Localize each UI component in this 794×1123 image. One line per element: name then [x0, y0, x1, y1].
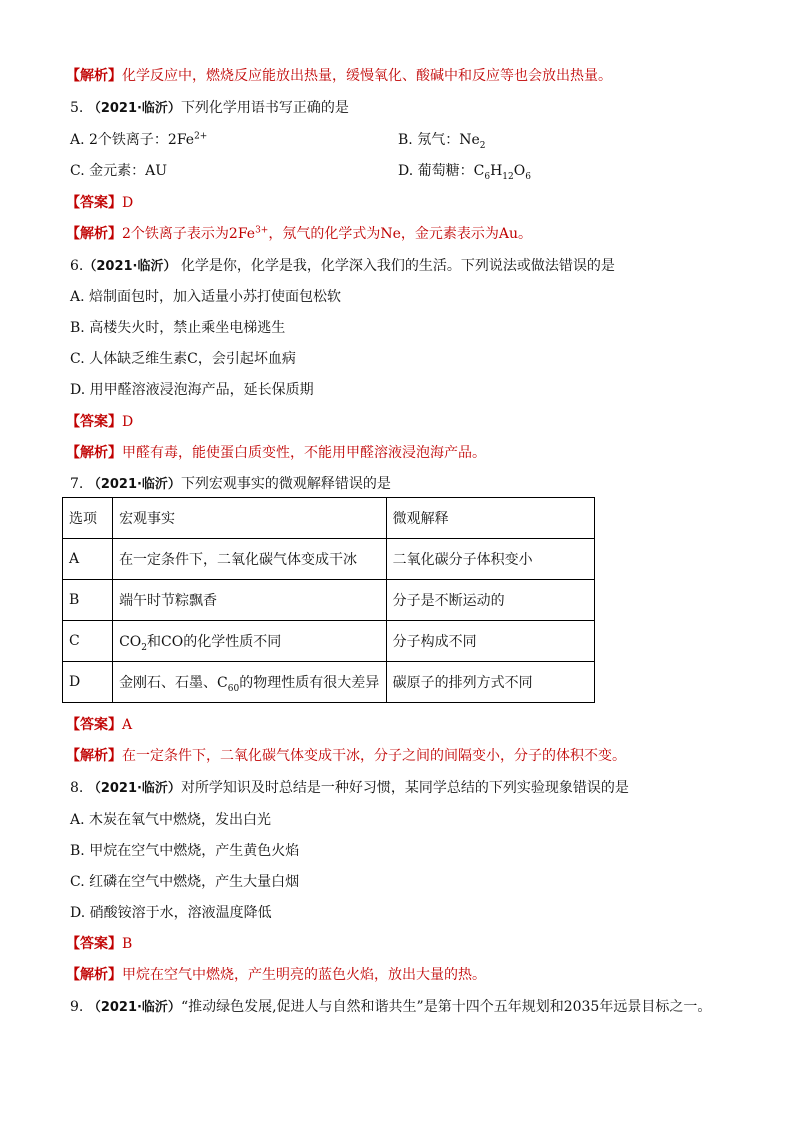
- q5-analysis: [66, 224, 532, 244]
- table-header-cell: 选项: [63, 498, 113, 539]
- analysis-label: 【解析】: [66, 68, 122, 84]
- answer-text: D: [122, 195, 134, 211]
- answer-text: A: [122, 717, 133, 733]
- table-cell-explain: 分子构成不同: [386, 621, 594, 662]
- q8-analysis: [66, 965, 486, 985]
- q6-stem: [70, 256, 615, 277]
- table-cell-fact: 在一定条件下，二氧化碳气体变成干冰: [113, 539, 387, 580]
- q7-stem: [70, 474, 391, 495]
- table-cell-option: B: [63, 580, 113, 621]
- question-source: （2021·临沂）: [87, 101, 181, 116]
- q8-option-d: D. 硝酸铵溶于水，溶液温度降低: [70, 905, 272, 921]
- q5-options-row1: [70, 130, 207, 150]
- analysis-text: 化学反应中，燃烧反应能放出热量，缓慢氧化、酸碱中和反应等也会放出热量。: [122, 68, 612, 84]
- q7-analysis: [66, 746, 626, 766]
- table-row: [63, 662, 595, 703]
- analysis-label: 【解析】: [66, 748, 122, 764]
- q8-option-b: B. 甲烷在空气中燃烧，产生黄色火焰: [70, 843, 300, 859]
- answer-text: D: [122, 414, 134, 430]
- table-header-cell: 微观解释: [386, 498, 594, 539]
- q7-answer: [66, 715, 132, 735]
- q5-option-d: D. 葡萄糖：$C_6H_{12}O_6$: [398, 163, 531, 182]
- q6-analysis: [66, 443, 486, 463]
- analysis-text: 2个铁离子表示为$2Fe^{3+}$，氖气的化学式为Ne，金元素表示为Au。: [122, 225, 533, 242]
- table-cell-option: C: [63, 621, 113, 662]
- table-cell-explain: 二氧化碳分子体积变小: [386, 539, 594, 580]
- question-text: 下列化学用语书写正确的是: [180, 100, 349, 116]
- q7-table: [62, 497, 595, 703]
- answer-label: 【答案】: [66, 936, 122, 952]
- question-number: 5.: [70, 100, 84, 116]
- table-cell-explain: 分子是不断运动的: [386, 580, 594, 621]
- question-text: “推动绿色发展,促进人与自然和谐共生”是第十四个五年规划和2035年远景目标之一。: [180, 999, 712, 1015]
- analysis-label: 【解析】: [66, 967, 122, 983]
- q4-analysis: [66, 66, 612, 86]
- question-number: 8.: [70, 780, 84, 796]
- q5-option-b: B. 氖气：$Ne_2$: [398, 132, 486, 151]
- question-text: 下列宏观事实的微观解释错误的是: [180, 476, 391, 492]
- q6-answer: [66, 412, 133, 432]
- table-cell-option: D: [63, 662, 113, 703]
- q8-answer: [66, 934, 132, 954]
- table-cell-fact: 金刚石、石墨、$C_{60}$的物理性质有很大差异: [113, 662, 387, 703]
- table-row: [63, 539, 595, 580]
- q6-option-c: C. 人体缺乏维生素C，会引起坏血病: [70, 351, 296, 367]
- q8-option-c: C. 红磷在空气中燃烧，产生大量白烟: [70, 874, 300, 890]
- answer-label: 【答案】: [66, 414, 122, 430]
- analysis-label: 【解析】: [66, 445, 122, 461]
- answer-label: 【答案】: [66, 717, 122, 733]
- q5-stem: [70, 98, 349, 119]
- question-number: 9.: [70, 999, 84, 1015]
- question-source: （2021·临沂）: [87, 781, 181, 796]
- question-text: 化学是你，化学是我，化学深入我们的生活。下列说法或做法错误的是: [180, 258, 615, 274]
- question-source: （2021·临沂）: [87, 1000, 181, 1015]
- table-cell-explain: 碳原子的排列方式不同: [386, 662, 594, 703]
- q6-option-b: B. 高楼失火时，禁止乘坐电梯逃生: [70, 320, 286, 336]
- question-source: （2021·临沂）: [87, 477, 181, 492]
- question-text: 对所学知识及时总结是一种好习惯，某同学总结的下列实验现象错误的是: [180, 780, 629, 796]
- q5-option-c: C. 金元素：AU: [70, 163, 168, 179]
- q8-option-a: A. 木炭在氧气中燃烧，发出白光: [70, 812, 272, 828]
- table-row: [63, 580, 595, 621]
- analysis-text: 在一定条件下，二氧化碳气体变成干冰，分子之间的间隔变小，分子的体积不变。: [122, 748, 626, 764]
- table-header-cell: 宏观事实: [113, 498, 387, 539]
- answer-label: 【答案】: [66, 195, 122, 211]
- q6-option-d: D. 用甲醛溶液浸泡海产品，延长保质期: [70, 382, 314, 398]
- table-row: [63, 621, 595, 662]
- q9-stem: [70, 997, 711, 1018]
- q8-stem: [70, 778, 629, 799]
- table-cell-option: A: [63, 539, 113, 580]
- question-source: （2021·临沂）: [83, 259, 177, 274]
- analysis-label: 【解析】: [66, 226, 122, 242]
- q5-answer: [66, 193, 133, 213]
- answer-text: B: [122, 936, 133, 952]
- q5-option-a: A. 2个铁离子：$2Fe^{2+}$: [70, 131, 208, 148]
- question-number: 7.: [70, 476, 84, 492]
- q6-option-a: A. 焙制面包时，加入适量小苏打使面包松软: [70, 289, 342, 305]
- analysis-text: 甲烷在空气中燃烧，产生明亮的蓝色火焰，放出大量的热。: [122, 967, 486, 983]
- table-cell-fact: $CO_2$和CO的化学性质不同: [113, 621, 387, 662]
- table-cell-fact: 端午时节粽飘香: [113, 580, 387, 621]
- analysis-text: 甲醛有毒，能使蛋白质变性，不能用甲醛溶液浸泡海产品。: [122, 445, 486, 461]
- table-header-row: [63, 498, 595, 539]
- question-number: 6.: [70, 258, 84, 274]
